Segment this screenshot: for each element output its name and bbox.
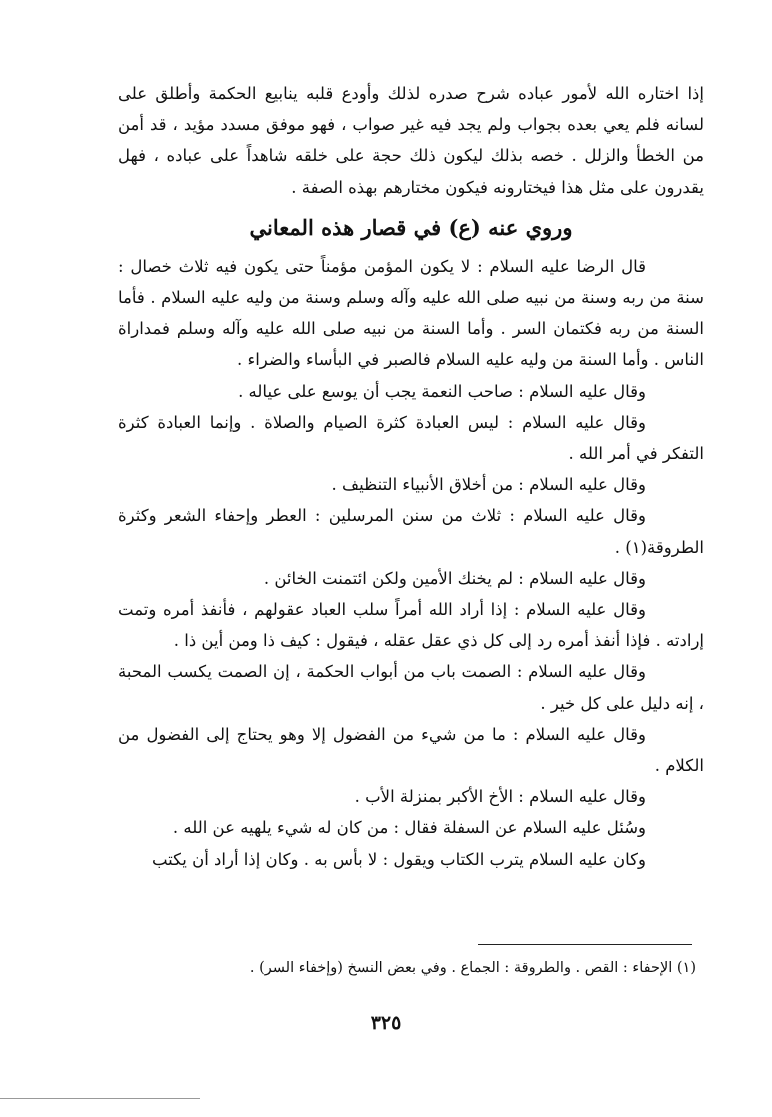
page-number: ٣٢٥ [370,1012,402,1034]
paragraph-11: وسُئل عليه السلام عن السفلة فقال : من كان له شيء يلهيه عن الله . [172,818,646,838]
paragraph-5: وقال عليه السلام : ثلاث من سنن المرسلين : العطر وإحفاء الشعر وكثرة الطروقة(١) . [118,506,704,557]
paragraph-6: وقال عليه السلام : لم يخنك الأمين ولكن ائتمنت الخائن . [263,568,646,588]
continuation-paragraph: إذا اختاره الله لأمور عباده شرح صدره لذلك وأودع قلبه ينابيع الحكمة وأطلق على لسانه فلم يعي بعده بجواب ولم يجد فيه غير صواب ، فهو موفق مسدد مؤيد ، قد أمن من الخطأ والزلل . خصه بذلك ليكون ذلك حجة على خلقه شاهداً على عباده ، فهل يقدرون على مثل هذا فيختارونه فيكون مختارهم بهذه الصفة . [118,84,704,197]
paragraph-4: وقال عليه السلام : من أخلاق الأنبياء التنظيف . [331,475,646,495]
paragraph-3: وقال عليه السلام : ليس العبادة كثرة الصيام والصلاة . وإنما العبادة كثرة التفكر في أمر الله . [118,412,704,464]
footnote: (١) الإحفاء : القص . والطروقة : الجماع . وفي بعض النسخ (وإخفاء السر) . [249,960,696,976]
paragraph-2: وقال عليه السلام : صاحب النعمة يجب أن يوسع على عياله . [238,381,646,401]
paragraph-1: قال الرضا عليه السلام : لا يكون المؤمن مؤمناً حتى يكون فيه ثلاث خصال : سنة من ربه وسنة من نبيه صلى الله عليه وآله وسلم وسنة من وليه عليه السلام . فأما السنة من ربه فكتمان السر . وأما السنة من نبيه صلى الله عليه وآله وسلم فمداراة الناس . وأما السنة من وليه عليه السلام فالصبر في البأساء والضراء . [118,256,704,370]
paragraph-7: وقال عليه السلام : إذا أراد الله أمراً سلب العباد عقولهم ، فأنفذ أمره وتمت إرادته . فإذا أنفذ أمره رد إلى كل ذي عقل عقله ، فيقول : كيف ذا ومن أين ذا . [118,600,704,651]
paragraph-8: وقال عليه السلام : الصمت باب من أبواب الحكمة ، إن الصمت يكسب المحبة ، إنه دليل على كل خير . [118,662,704,713]
paragraph-12: وكان عليه السلام يترب الكتاب ويقول : لا بأس به . وكان إذا أراد أن يكتب [151,849,646,869]
paragraph-9: وقال عليه السلام : ما من شيء من الفضول إلا وهو يحتاج إلى الفضول من الكلام . [118,724,704,776]
section-heading: وروي عنه (ع) في قصار هذه المعاني [249,214,573,240]
scan-edge-line [0,1098,200,1099]
paragraph-10: وقال عليه السلام : الأخ الأكبر بمنزلة الأب . [354,787,646,807]
footnote-divider [478,944,692,945]
main-text [118,78,704,875]
